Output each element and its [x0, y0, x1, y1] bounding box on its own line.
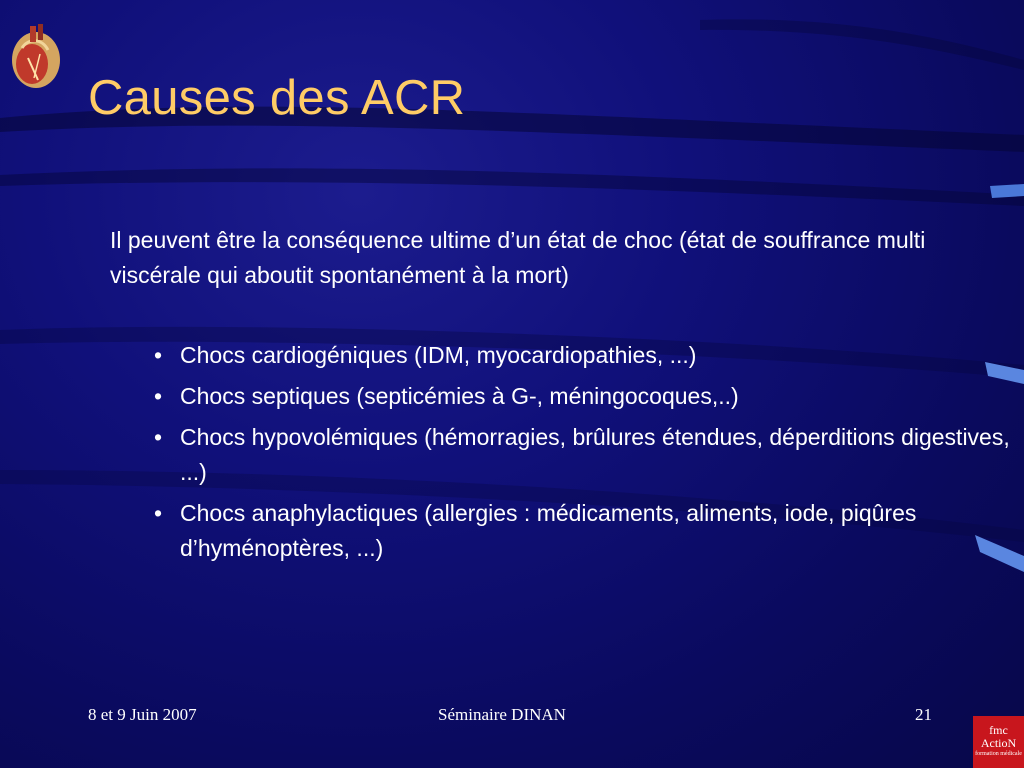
brand-line-3: formation médicale — [975, 751, 1022, 757]
brand-line-2: ActioN — [980, 736, 1017, 750]
list-item — [150, 496, 1010, 566]
list-item-text: Chocs anaphylactiques (allergies : médicaments, aliments, iode, piqûres d’hyménoptères, ...) — [180, 500, 917, 561]
brand-line-1: fmc — [989, 723, 1008, 737]
page-number: 21 — [915, 705, 932, 724]
cause-list — [150, 338, 1010, 572]
bullet-icon: • — [154, 424, 163, 450]
bullet-icon: • — [154, 383, 163, 409]
list-item-text: Chocs hypovolémiques (hémorragies, brûlures étendues, déperditions digestives, ...) — [180, 424, 1010, 485]
list-item — [150, 379, 1010, 414]
footer-date: 8 et 9 Juin 2007 — [88, 705, 197, 724]
heart-logo-icon — [8, 18, 64, 92]
slide-title: Causes des ACR — [88, 71, 466, 125]
bullet-icon: • — [154, 342, 163, 368]
fmc-action-logo — [973, 716, 1024, 768]
list-item — [150, 338, 1010, 373]
list-item-text: Chocs cardiogéniques (IDM, myocardiopathies, ...) — [180, 342, 697, 368]
footer-event: Séminaire DINAN — [438, 705, 566, 724]
list-item-text: Chocs septiques (septicémies à G-, méningocoques,..) — [180, 383, 739, 409]
bullet-icon: • — [154, 500, 163, 526]
intro-paragraph: Il peuvent être la conséquence ultime d’un état de choc (état de souffrance multi viscérale qui aboutit spontanément à la mort) — [110, 227, 926, 288]
list-item — [150, 420, 1010, 490]
